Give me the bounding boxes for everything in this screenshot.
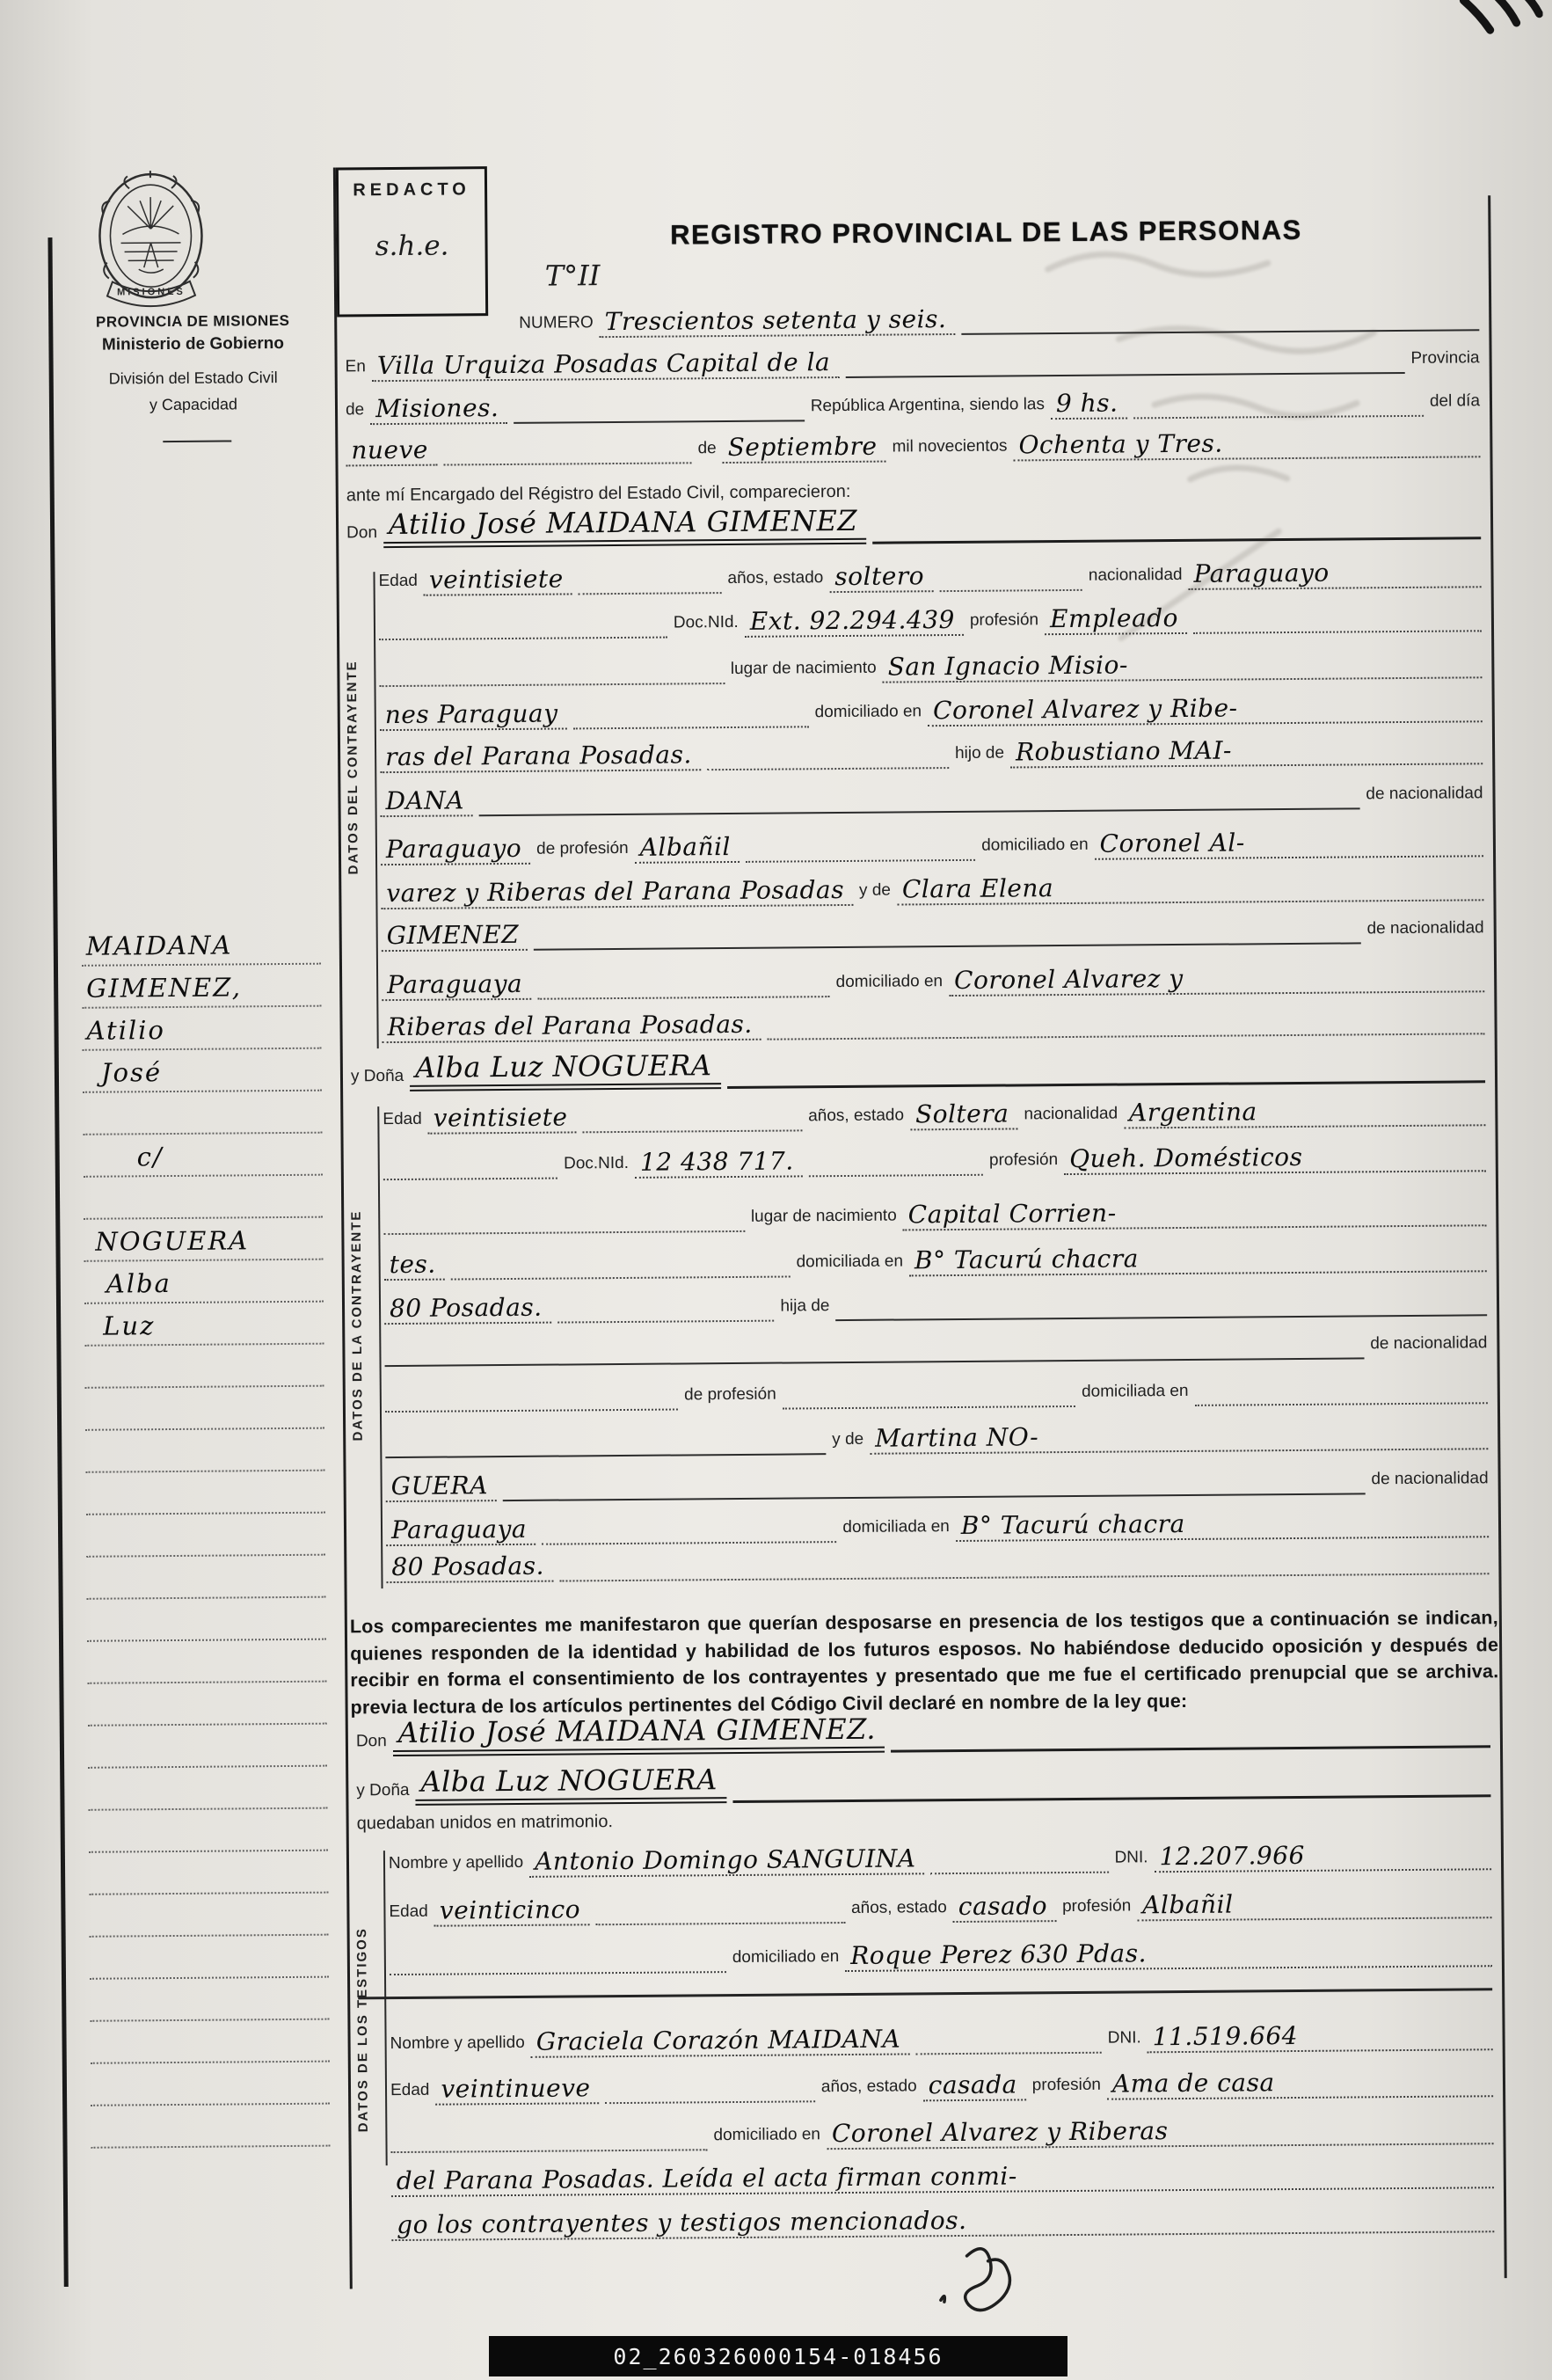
witness2-age-row	[390, 2067, 1493, 2106]
father-domicile-value: Coronel Al-	[1094, 828, 1483, 860]
blank-line	[503, 1491, 1366, 1501]
month-value: Septiembre	[723, 433, 886, 464]
domiciliado-label: domiciliado en	[814, 702, 922, 722]
witness1-name-value: Antonio Domingo SANGUINA	[529, 1845, 925, 1878]
year-value: Ochenta y Tres.	[1013, 428, 1480, 462]
bride-birthplace-value: Capital Corrien-	[903, 1197, 1487, 1231]
declaration-bride-row	[356, 1759, 1490, 1806]
groom-status-value: soltero	[829, 563, 933, 593]
profesion-label: profesión	[1061, 1896, 1132, 1916]
witnesses-section-bracket	[383, 1851, 388, 2165]
y-dona-label: y Doña	[350, 1066, 404, 1086]
ghost-ink-marks	[1012, 213, 1509, 779]
declaration-bride-name: Alba Luz NOGUERA	[415, 1765, 726, 1805]
father-details-row	[381, 827, 1483, 865]
edad-label: Edad	[390, 2080, 430, 2100]
mother-name-value: Clara Elena	[897, 872, 1484, 906]
corner-pen-scribble	[1446, 0, 1542, 47]
de-nacionalidad-label: de nacionalidad	[1371, 1469, 1489, 1489]
hija-de-label: hija de	[780, 1296, 830, 1316]
bride-domicile-cont: 80 Posadas.	[384, 1294, 551, 1325]
bride-birthplace-row	[383, 1196, 1486, 1235]
edad-label: Edad	[383, 1109, 422, 1129]
don-label: Don	[355, 1731, 387, 1750]
blank-line	[891, 1743, 1490, 1752]
blank-line	[514, 418, 804, 424]
blank-line	[931, 1870, 1109, 1875]
bride-mother-nationality-value: Paraguaya	[386, 1515, 536, 1546]
province-value: Misiones.	[370, 395, 507, 426]
domiciliado-label: domiciliado en	[981, 835, 1089, 855]
margin-caption-line: GIMENEZ,	[86, 972, 243, 1004]
de-nacionalidad-label: de nacionalidad	[1366, 784, 1483, 804]
blank-line	[583, 1128, 803, 1133]
witness2-name-value: Graciela Corazón MAIDANA	[531, 2026, 910, 2058]
en-label: En	[345, 357, 366, 376]
blank-line	[385, 1355, 1365, 1367]
blank-line	[809, 1172, 983, 1178]
lugar-nacimiento-label: lugar de nacimiento	[750, 1206, 897, 1226]
mother-name-cont-row	[382, 913, 1484, 952]
witness1-dni-value: 12.207.966	[1154, 1841, 1491, 1873]
doc-label: Doc.NId.	[563, 1153, 630, 1173]
witness2-dni-value: 11.519.664	[1148, 2021, 1493, 2053]
blank-line	[391, 2147, 708, 2153]
signature-flourish	[922, 2238, 1064, 2318]
groom-nationality-value: Paraguayo	[1188, 558, 1481, 590]
witnesses-section-label: DATOS DE LOS TESTIGOS	[354, 1926, 371, 2132]
redacto-initials: s.h.e.	[375, 230, 449, 263]
estado-label: años, estado	[820, 2077, 917, 2097]
blank-line	[534, 940, 1360, 950]
blank-line	[479, 806, 1359, 816]
letterhead-division-line2: y Capacidad	[149, 395, 238, 414]
bride-age-row	[383, 1096, 1485, 1135]
nombre-apellido-label: Nombre y apellido	[388, 1852, 524, 1873]
tome-annotation: T°II	[544, 259, 601, 293]
bride-mother-name-value: Martina NO-	[870, 1420, 1488, 1455]
mother-domicile-cont-row	[382, 1004, 1484, 1043]
groom-age-value: veintisiete	[424, 566, 572, 596]
blank-line	[443, 460, 692, 465]
declaration-paragraph: Los comparecientes me manifestaron que querían desposarse en presencia de los testigos que a continuación se indican, quienes responden de la identidad y habilidad de los futuros esposos. No habiéndose deducido oposición y después de recibir en forma el consentimiento de los contrayentes y presentado que me fue el certificado prenupcial que se archiva. previa lectura de los artículos pertinentes del Código Civil declaré en nombre de la ley que:	[349, 1607, 1499, 1718]
blank-line	[451, 1274, 791, 1280]
bride-status-value: Soltera	[910, 1100, 1018, 1130]
redacto-stamp-box	[336, 166, 488, 317]
witness1-domicile-row	[390, 1937, 1492, 1975]
witness1-name-row	[389, 1840, 1491, 1879]
dni-label: DNI.	[1114, 1848, 1148, 1867]
blank-line	[606, 2099, 815, 2104]
groom-section-bracket	[373, 572, 378, 1048]
bride-nationality-value: Argentina	[1124, 1097, 1485, 1129]
blank-line	[746, 858, 975, 863]
ante-mi-text: ante mí Encargado del Régistro del Estado Civil, comparecieron:	[346, 481, 851, 506]
letterhead-province: PROVINCIA DE MISIONES	[95, 311, 290, 331]
witness1-status-value: casado	[953, 1893, 1056, 1923]
domiciliado-label: domiciliado en	[732, 1947, 840, 1968]
bride-domicile-value: B° Tacurú chacra	[909, 1243, 1487, 1277]
domiciliado-label: domiciliado en	[835, 972, 944, 992]
edad-label: Edad	[378, 571, 419, 591]
witness2-age-value: veintinueve	[435, 2075, 599, 2106]
bride-mother-details-row	[386, 1508, 1489, 1546]
letterhead-ministry: Ministerio de Gobierno	[101, 333, 284, 354]
svg-text:MISIONES: MISIONES	[117, 286, 186, 298]
hijo-de-label: hijo de	[954, 743, 1005, 763]
de-nacionalidad-label: de nacionalidad	[1366, 918, 1484, 938]
blank-line	[1195, 1400, 1488, 1406]
hour-value: 9 hs.	[1051, 390, 1127, 420]
bride-father-details-row	[385, 1374, 1488, 1413]
blank-line	[557, 1318, 775, 1324]
estado-label: años, estado	[808, 1106, 905, 1126]
blank-line	[768, 1031, 1485, 1040]
blank-line	[385, 1451, 826, 1458]
blank-line	[783, 1404, 1075, 1410]
mother-domicile-cont: Riberas del Parana Posadas.	[382, 1011, 761, 1043]
place-value: Villa Urquiza Posadas Capital de la	[372, 349, 840, 383]
domiciliada-label: domiciliada en	[796, 1252, 904, 1272]
bride-parents-row	[384, 1286, 1487, 1325]
margin-caption-line: Alba	[106, 1268, 172, 1299]
witness2-domicile-row	[390, 2114, 1493, 2153]
bride-domicile-row	[384, 1242, 1487, 1281]
nacionalidad-label: nacionalidad	[1024, 1104, 1118, 1124]
bride-mother-domicile-value: B° Tacurú chacra	[956, 1508, 1489, 1542]
witness1-domicile-value: Roque Perez 630 Pdas.	[845, 1938, 1492, 1972]
witness2-domicile-value: Coronel Alvarez y Riberas	[827, 2115, 1494, 2150]
blank-line	[379, 635, 667, 641]
bride-age-value: veintisiete	[428, 1104, 577, 1135]
bride-mother-domicile-cont: 80 Posadas.	[386, 1552, 553, 1583]
mother-name-cont: GIMENEZ	[382, 921, 528, 952]
blank-line	[542, 1539, 836, 1545]
blank-line	[379, 681, 725, 687]
blank-line	[383, 1229, 745, 1235]
margin-caption-line: MAIDANA	[85, 930, 233, 961]
blank-line	[727, 1078, 1486, 1089]
bride-doc-row	[383, 1142, 1486, 1180]
mother-nationality-value: Paraguaya	[382, 970, 531, 1001]
closing-handwriting-row2	[391, 2202, 1494, 2241]
father-domicile-cont: varez y Riberas del Parana Posadas	[381, 877, 853, 910]
groom-birthplace-cont: nes Paraguay	[380, 700, 567, 731]
margin-caption-line: NOGUERA	[95, 1225, 250, 1257]
blank-line	[836, 1312, 1488, 1321]
nacionalidad-label: nacionalidad	[1088, 565, 1183, 585]
witness1-profession-value: Albañil	[1137, 1889, 1491, 1922]
blank-line	[595, 1920, 845, 1925]
groom-section-label: DATOS DEL CONTRAYENTE	[344, 660, 361, 875]
de-label: de	[345, 400, 365, 420]
union-statement: quedaban unidos en matrimonio.	[356, 1812, 614, 1834]
bride-father-nationality-row	[384, 1328, 1487, 1367]
groom-domicile-cont: ras del Parana Posadas.	[380, 741, 701, 773]
numero-value: Trescientos setenta y seis.	[600, 306, 956, 339]
blank-line	[383, 1176, 557, 1181]
bride-name-value: Alba Luz NOGUERA	[410, 1051, 721, 1091]
domiciliada-label: domiciliada en	[842, 1517, 950, 1537]
profesion-label: profesión	[988, 1150, 1059, 1170]
groom-birthplace-value: San Ignacio Misio-	[883, 649, 1483, 683]
mil-novecientos-label: mil novecientos	[892, 436, 1008, 456]
margin-caption-line: Luz	[103, 1310, 156, 1341]
doc-label: Doc.NId.	[673, 612, 739, 632]
blank-line	[573, 724, 809, 729]
bride-mother-name-cont-row	[386, 1464, 1489, 1502]
bride-birthplace-cont: tes.	[384, 1251, 445, 1281]
de2-label: de	[697, 439, 717, 458]
lugar-nacimiento-label: lugar de nacimiento	[730, 658, 877, 679]
witness1-age-row	[389, 1888, 1491, 1927]
blank-line	[707, 765, 949, 770]
dni-label: DNI.	[1107, 2028, 1141, 2048]
de-profesion-label: de profesión	[536, 838, 629, 858]
bride-section-label: DATOS DE LA CONTRAYENTE	[348, 1209, 366, 1442]
letterhead-division-line1: División del Estado Civil	[108, 369, 278, 388]
closing-text-line2: go los contrayentes y testigos mencionados.	[391, 2203, 1494, 2241]
provincia-label: Provincia	[1410, 348, 1480, 368]
margin-caption-line: José	[100, 1057, 163, 1088]
profesion-label: profesión	[1031, 2075, 1102, 2095]
blank-line	[390, 1969, 726, 1975]
union-statement-row	[357, 1800, 1491, 1839]
blank-line	[915, 2050, 1102, 2055]
father-name-value: Robustiano MAI-	[1010, 735, 1483, 769]
domiciliado-label: domiciliado en	[713, 2125, 821, 2145]
bride-mother-name-cont: GUERA	[386, 1472, 497, 1502]
bride-name-row	[351, 1045, 1485, 1091]
witness2-status-value: casada	[923, 2071, 1026, 2101]
mother-name-row	[381, 871, 1483, 909]
redacto-label: REDACTO	[353, 179, 470, 201]
y-dona-label: y Doña	[356, 1780, 410, 1800]
father-name-cont: DANA	[380, 787, 473, 817]
witness2-profession-value: Ama de casa	[1107, 2068, 1493, 2100]
closing-text-line1: del Parana Posadas. Leída el acta firman conmi-	[391, 2159, 1494, 2197]
mother-details-row	[382, 962, 1484, 1001]
bride-profession-value: Queh. Domésticos	[1064, 1143, 1486, 1175]
blank-line	[537, 994, 829, 1000]
domiciliada-label: domiciliada en	[1081, 1381, 1189, 1401]
father-nationality-value: Paraguayo	[381, 835, 530, 865]
de-nacionalidad-label: de nacionalidad	[1370, 1333, 1488, 1354]
day-value: nueve	[346, 436, 437, 466]
profesion-label: profesión	[969, 610, 1039, 630]
blank-line	[385, 1406, 678, 1413]
closing-handwriting-row1	[391, 2158, 1494, 2197]
don-label: Don	[346, 522, 378, 543]
groom-doc-value: Ext. 92.294.439	[745, 607, 964, 638]
bride-mother-name-row	[385, 1420, 1488, 1458]
mother-domicile-value: Coronel Alvarez y	[949, 963, 1484, 997]
witness2-name-row	[390, 2020, 1492, 2059]
witness-separator-line	[358, 1988, 1492, 1999]
estado-label: años, estado	[850, 1898, 947, 1917]
witness1-age-value: veinticinco	[434, 1896, 590, 1927]
bride-doc-value: 12 438 717.	[635, 1148, 803, 1179]
declaration-groom-row	[356, 1710, 1490, 1756]
document-id-bar	[489, 2336, 1067, 2376]
margin-caption-line: Atilio	[86, 1015, 166, 1046]
numero-label: NUMERO	[519, 313, 594, 332]
edad-label: Edad	[389, 1902, 428, 1922]
bride-section-bracket	[377, 1106, 383, 1588]
father-profession-value: Albañil	[635, 834, 740, 864]
margin-ruled-lines	[74, 3, 332, 2380]
document-id-text: 02_260326000154-018456	[613, 2343, 944, 2369]
left-page-border	[47, 237, 68, 2287]
estado-label: años, estado	[727, 568, 824, 588]
de-profesion-label: de profesión	[684, 1384, 776, 1405]
y-de-label: y de	[858, 880, 892, 900]
y-de-label: y de	[832, 1429, 864, 1449]
margin-caption-line: c/	[136, 1142, 164, 1172]
del-dia-label: del día	[1429, 391, 1481, 411]
bride-mother-domicile-cont-row	[386, 1544, 1489, 1583]
nombre-apellido-label: Nombre y apellido	[390, 2033, 525, 2054]
page-title: REGISTRO PROVINCIAL DE LAS PERSONAS	[670, 214, 1302, 251]
declaration-groom-name: Atilio José MAIDANA GIMENEZ.	[393, 1715, 885, 1756]
groom-name-value: Atilio José MAIDANA GIMENEZ	[383, 507, 866, 548]
blank-line	[559, 1571, 1489, 1581]
groom-profession-value: Empleado	[1045, 605, 1187, 636]
groom-domicile-value: Coronel Alvarez y Ribe-	[928, 693, 1483, 726]
republica-label: República Argentina, siendo las	[810, 395, 1046, 416]
blank-line	[579, 590, 722, 595]
father-name-cont-row	[380, 778, 1483, 817]
